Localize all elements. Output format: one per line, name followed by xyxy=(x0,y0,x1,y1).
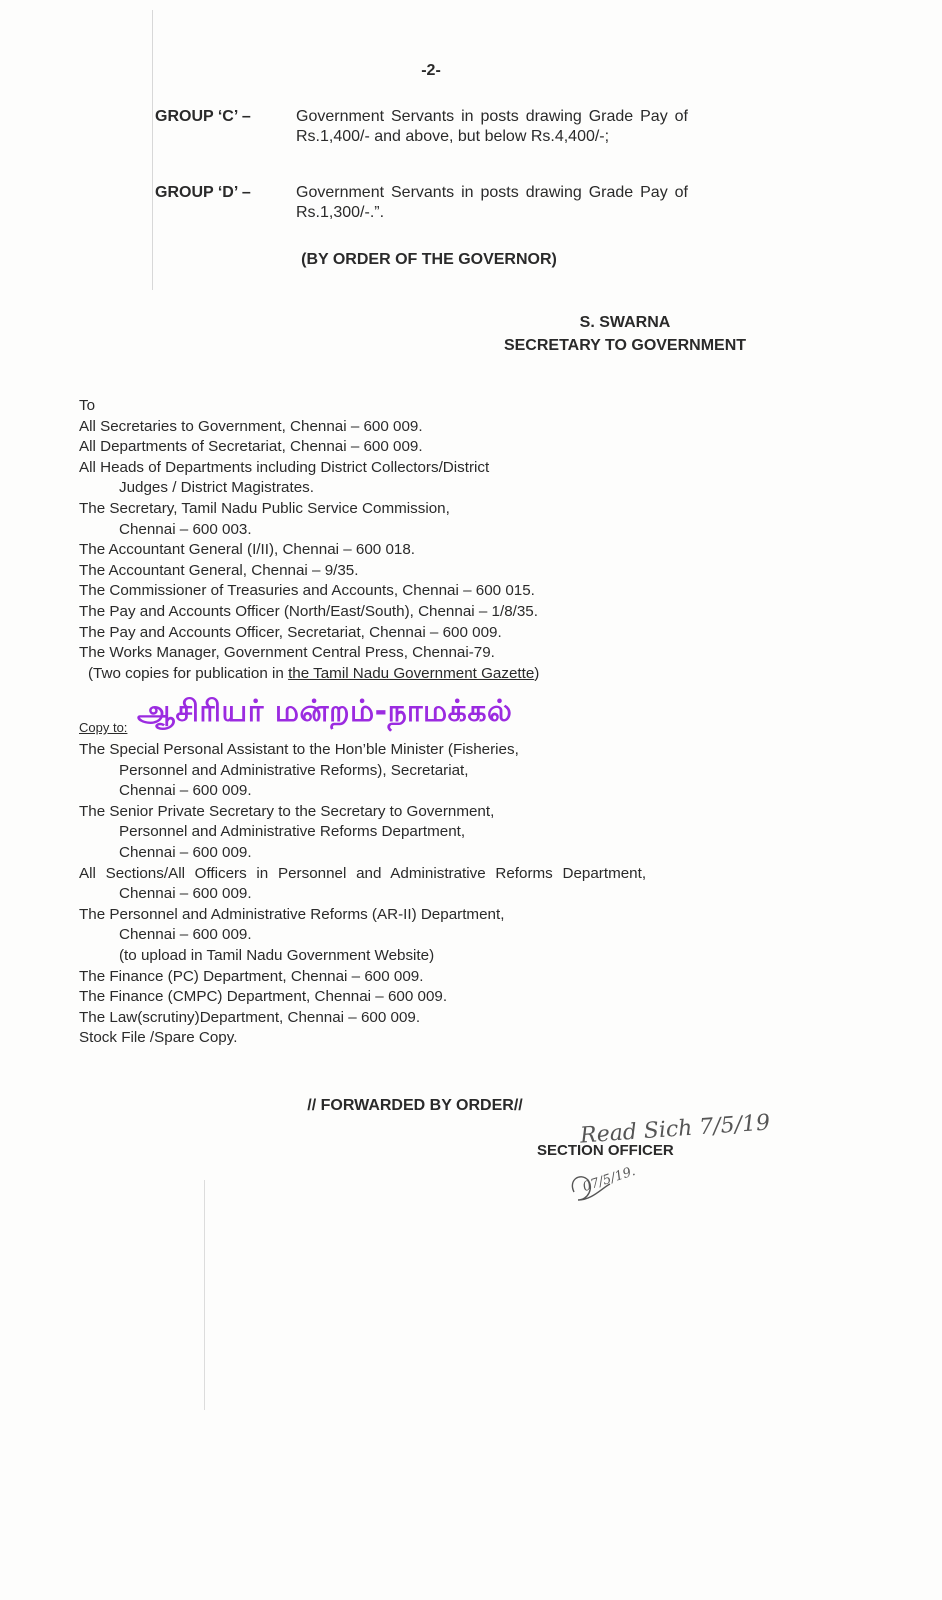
recipient-line: All Secretaries to Government, Chennai – 600 009. xyxy=(79,417,423,435)
recipient-line: Judges / District Magistrates. xyxy=(119,479,314,497)
order-line: (BY ORDER OF THE GOVERNOR) xyxy=(301,251,557,268)
copy-line: The Finance (PC) Department, Chennai – 600 009. xyxy=(79,967,424,985)
scan-margin-line xyxy=(152,10,153,290)
copy-line: (to upload in Tamil Nadu Government Website) xyxy=(119,946,435,964)
recipient-line: The Pay and Accounts Officer (North/East/South), Chennai – 1/8/35. xyxy=(79,602,538,620)
recipient-line: The Works Manager, Government Central Press, Chennai-79. xyxy=(79,644,495,662)
recipient-line: Chennai – 600 003. xyxy=(119,520,252,538)
copy-line: Chennai – 600 009. xyxy=(119,926,252,944)
recipients-to xyxy=(79,396,859,684)
recipient-line: The Secretary, Tamil Nadu Public Service Commission, xyxy=(79,499,450,517)
copy-line: The Personnel and Administrative Reforms (AR-II) Department, xyxy=(79,905,505,923)
recipient-line: All Heads of Departments including District Collectors/District xyxy=(79,458,490,476)
to-heading: To xyxy=(79,397,96,414)
group-text: Government Servants in posts drawing Grade Pay of Rs.1,400/- and above, but below Rs.4,400/-; xyxy=(296,108,688,145)
watermark-stamp: ஆசிரியர் மன்றம்-நாமக்கல் xyxy=(137,694,513,729)
handwritten-initials: 07/5/19. xyxy=(581,1163,638,1196)
group-text: Government Servants in posts drawing Grade Pay of Rs.1,300/-.”. xyxy=(296,184,688,221)
recipient-line: The Accountant General (I/II), Chennai – 600 018. xyxy=(79,541,416,559)
page-number: -2- xyxy=(421,62,441,79)
recipient-line: The Accountant General, Chennai – 9/35. xyxy=(79,561,359,579)
handwritten-note: Read Sich 7/5/19 xyxy=(579,1110,771,1149)
copy-heading-row xyxy=(79,694,879,740)
copy-line: Chennai – 600 009. xyxy=(119,843,252,861)
recipient-line: The Pay and Accounts Officer, Secretariat, Chennai – 600 009. xyxy=(79,623,502,641)
copy-line: All Sections/All Officers in Personnel and Administrative Reforms Department, xyxy=(79,864,647,882)
group-label: GROUP ‘D’ – xyxy=(155,184,251,201)
signatory-title: SECRETARY TO GOVERNMENT xyxy=(503,337,747,354)
copy-line: Stock File /Spare Copy. xyxy=(79,1029,238,1047)
copy-line: The Senior Private Secretary to the Secretary to Government, xyxy=(79,802,495,820)
copy-line: Chennai – 600 009. xyxy=(119,885,252,903)
initials-scribble xyxy=(566,1170,626,1220)
scan-margin-line xyxy=(204,1180,205,1410)
copy-line: The Finance (CMPC) Department, Chennai – 600 009. xyxy=(79,988,448,1006)
gazette-line: (Two copies for publication in the Tamil Nadu Government Gazette) xyxy=(88,664,540,682)
group-label: GROUP ‘C’ – xyxy=(155,108,251,125)
copy-line: Chennai – 600 009. xyxy=(119,782,252,800)
copy-line: Personnel and Administrative Reforms Department, xyxy=(119,823,466,841)
recipient-line: All Departments of Secretariat, Chennai – 600 009. xyxy=(79,438,423,456)
section-officer: SECTION OFFICER xyxy=(537,1142,674,1159)
copy-line: The Law(scrutiny)Department, Chennai – 600 009. xyxy=(79,1008,421,1026)
copy-line: The Special Personal Assistant to the Hon’ble Minister (Fisheries, xyxy=(79,741,519,758)
copy-heading: Copy to: xyxy=(79,720,128,735)
forwarded-by-order: // FORWARDED BY ORDER// xyxy=(307,1097,523,1114)
signatory-name: S. SWARNA xyxy=(579,314,671,331)
recipients-copy xyxy=(79,694,879,1049)
copy-line: Personnel and Administrative Reforms), Secretariat, xyxy=(119,761,469,779)
gazette-link: the Tamil Nadu Government Gazette xyxy=(288,664,535,682)
recipient-line: The Commissioner of Treasuries and Accounts, Chennai – 600 015. xyxy=(79,582,535,600)
